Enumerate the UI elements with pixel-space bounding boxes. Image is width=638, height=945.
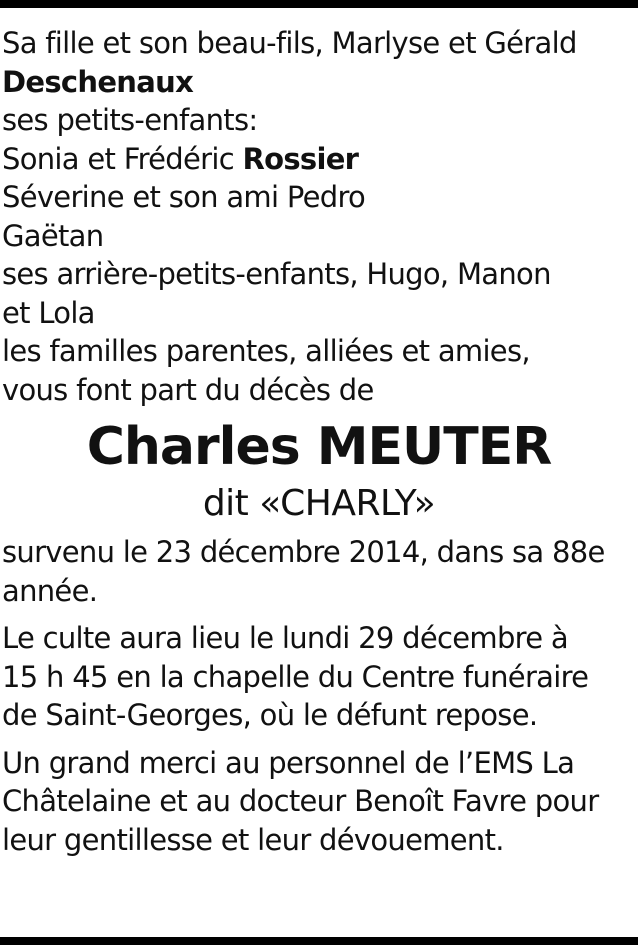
- service-line-2: 15 h 45 en la chapelle du Centre funéraire: [2, 659, 589, 694]
- family-line-daughter: Sa fille et son beau-fils, Marlyse et Gérald: [2, 26, 577, 60]
- service-line-3: de Saint-Georges, où le défunt repose.: [2, 698, 538, 732]
- great-grandchildren-line-cont: et Lola: [2, 295, 95, 330]
- top-border-rule: [0, 0, 638, 8]
- family-surname-deschenaux: Deschenaux: [2, 64, 194, 99]
- family-line-sonia: [2, 140, 636, 179]
- family-line-gaetan: Gaëtan: [2, 218, 104, 253]
- deceased-nickname: dit «CHARLY»: [202, 483, 436, 524]
- thanks-line-3: leur gentillesse et leur dévouement.: [2, 822, 504, 857]
- thanks-line-1: Un grand merci au personnel de l’EMS La: [2, 745, 575, 780]
- bottom-border-rule: [0, 937, 638, 945]
- family-surname-rossier: Rossier: [242, 141, 359, 176]
- given-names: Sonia et Frédéric: [2, 141, 243, 176]
- great-grandchildren-line: ses arrière-petits-enfants, Hugo, Manon: [2, 257, 551, 291]
- death-date-line: survenu le 23 décembre 2014, dans sa 88e: [2, 535, 605, 569]
- death-date-line-cont: année.: [2, 573, 98, 608]
- deceased-name: Charles MEUTER: [86, 417, 552, 477]
- thanks-line-2: Châtelaine et au docteur Benoît Favre pour: [2, 784, 599, 818]
- family-line-severine: Séverine et son ami Pedro: [2, 180, 366, 214]
- obituary-notice: [2, 24, 636, 859]
- service-line-1: Le culte aura lieu le lundi 29 décembre à: [2, 621, 568, 655]
- grandchildren-heading: ses petits-enfants:: [2, 103, 258, 137]
- extended-family-line: les familles parentes, alliées et amies,: [2, 334, 530, 368]
- announcement-line: vous font part du décès de: [2, 372, 374, 407]
